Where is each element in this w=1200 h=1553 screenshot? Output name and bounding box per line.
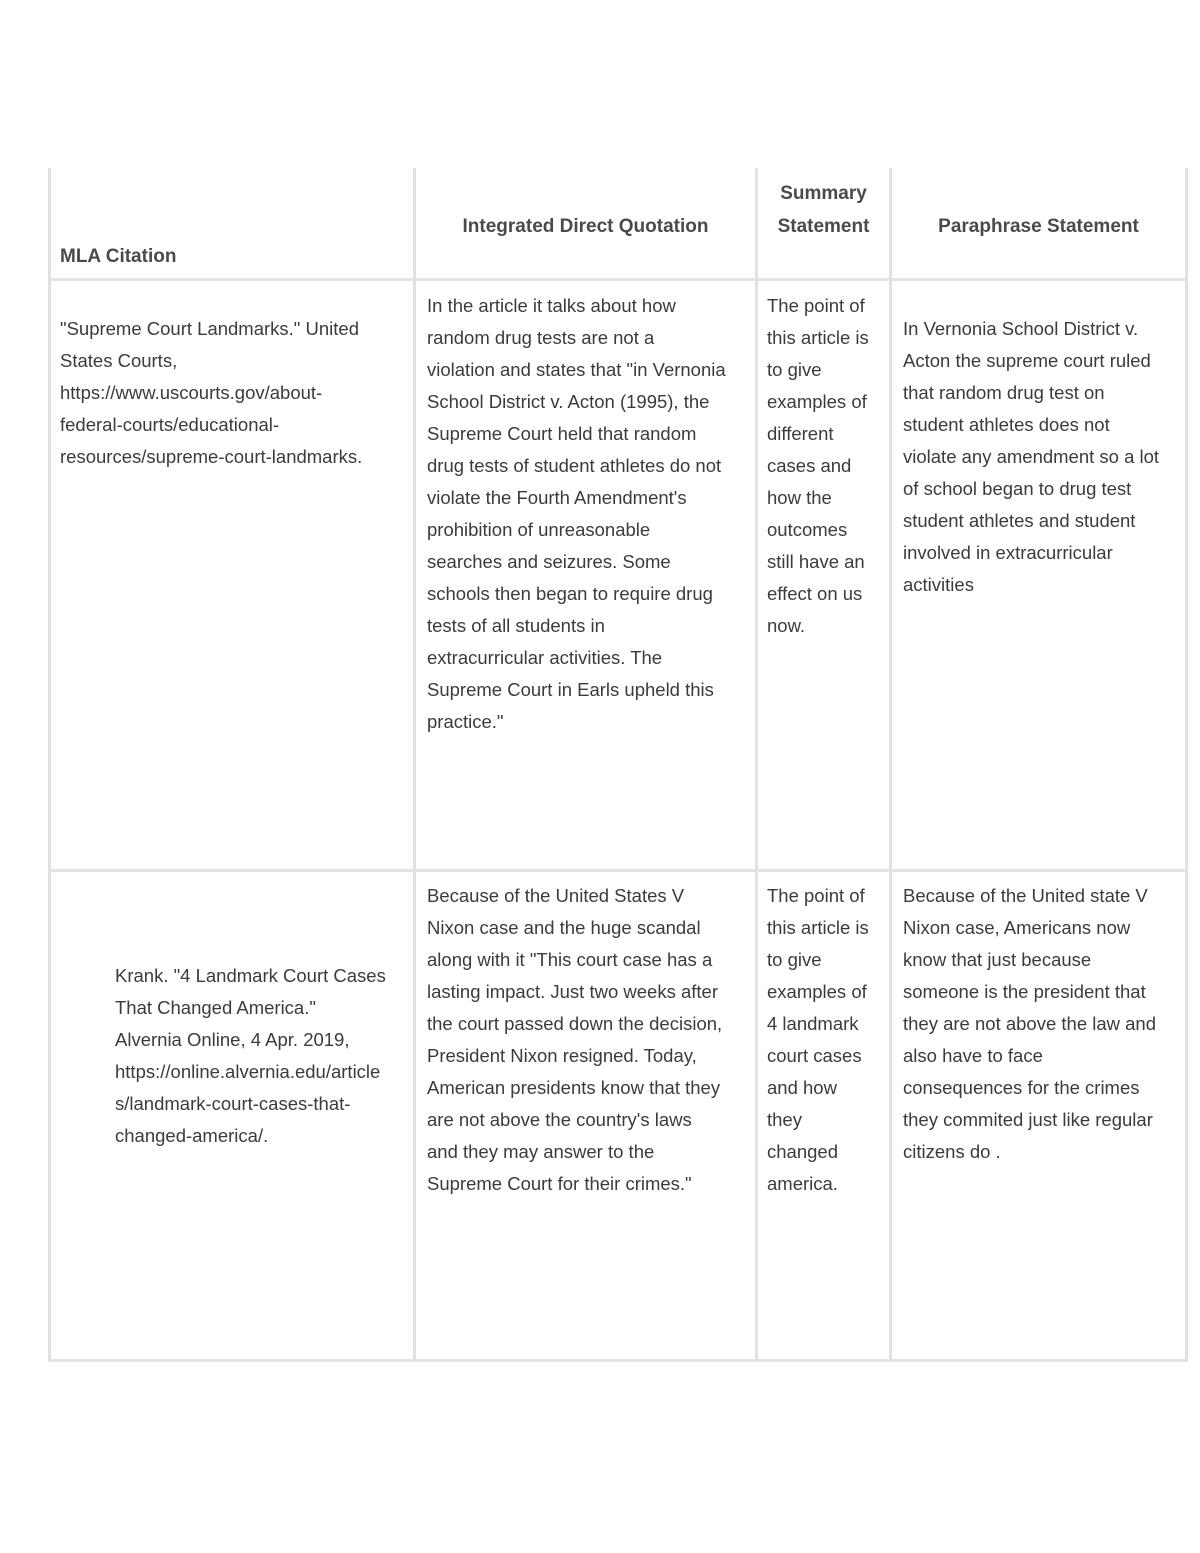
row1-paraphrase-statement: In Vernonia School District v. Acton the supreme court ruled that random drug test on student athletes does not violate any amendment so a lot of school began to drug test student athletes and student involved in extracurricular activities [903,318,1160,595]
row2-summary-statement: The point of this article is to give examples of 4 landmark court cases and how they changed america. [767,885,869,1194]
row-divider [48,869,1188,872]
column-divider-3 [889,168,892,1362]
row1-summary-statement: The point of this article is to give examples of different cases and how the outcomes still have an effect on us now. [767,295,869,636]
header-integrated-direct-quotation: Integrated Direct Quotation [462,216,709,237]
header-divider [48,278,1188,281]
column-divider-1 [413,168,416,1362]
header-mla-citation: MLA Citation [60,246,177,267]
row2-paraphrase-statement: Because of the United state V Nixon case, Americans now know that just because someone is the president that they are not above the law and also have to face consequences for the crimes they commited just like regular citizens do . [903,885,1157,1162]
row1-direct-quotation: In the article it talks about how random drug tests are not a violation and states that "in Vernonia School District v. Acton (1995), the Supreme Court held that random drug tests of student athletes do not violate the Fourth Amendment's prohibition of unreasonable searches and seizures. Some schools then began to require drug tests of all students in extracurricular activities. The Supreme Court in Earls upheld this practice." [427,295,726,732]
header-summary-statement [758,177,889,243]
row2-direct-quotation: Because of the United States V Nixon case and the huge scandal along with it "This court case has a lasting impact. Just two weeks after the court passed down the decision, President Nixon resigned. Today, American presidents know that they are not above the country's laws and they may answer to the Supreme Court for their crimes." [427,885,723,1194]
header-summary-line1: Summary [780,183,867,204]
row2-mla-citation: Krank. "4 Landmark Court Cases That Changed America." Alvernia Online, 4 Apr. 2019, https://online.alvernia.edu/article s/landmark-court-cases-that- changed-america/. [115,965,386,1146]
citation-table [48,168,1188,1362]
row1-mla-citation: "Supreme Court Landmarks." United States Courts, https://www.uscourts.gov/about- federal-courts/educational- resources/supreme-court-landmarks. [60,318,363,467]
header-paraphrase-statement: Paraphrase Statement [938,216,1139,237]
header-summary-line2: Statement [777,216,870,237]
table-border-bottom [48,1359,1188,1362]
table-border-left [48,168,51,1362]
table-border-right [1185,168,1188,1362]
column-divider-2 [755,168,758,1362]
